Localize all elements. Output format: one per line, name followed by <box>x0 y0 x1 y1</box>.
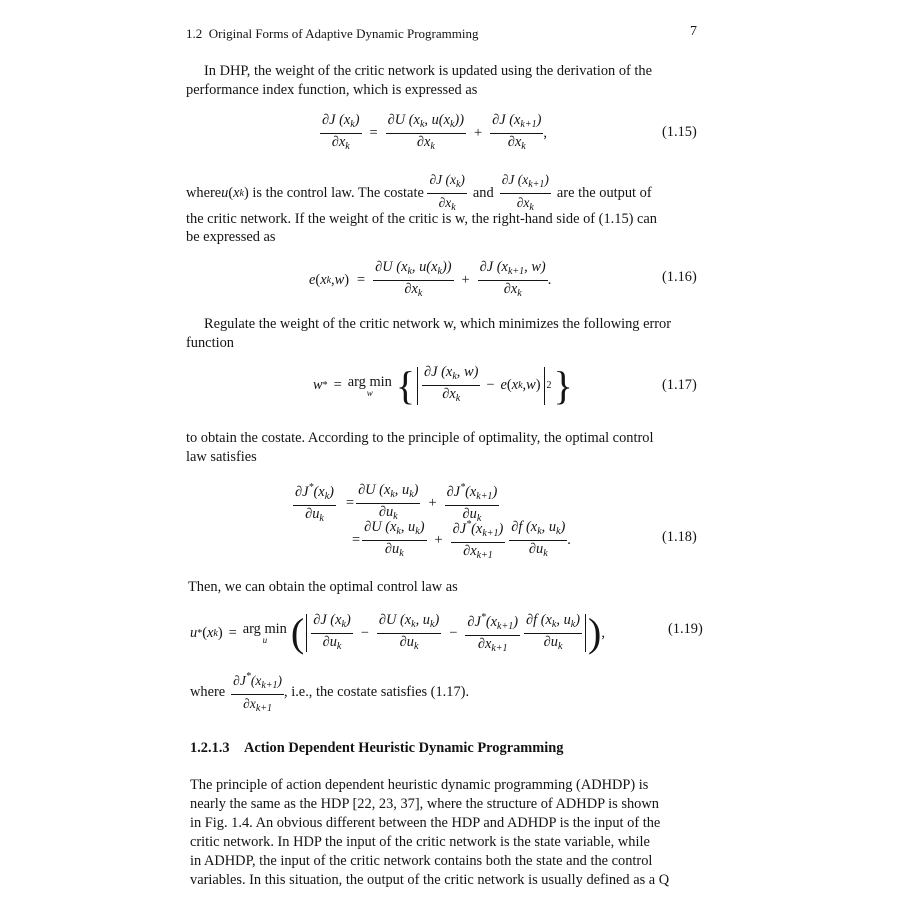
equation-1-17: w * = arg min w { ∂J ($x_k$, w) $\partial x_k$ − e ( x k , w ) 2 } <box>313 362 573 408</box>
paragraph-line: variables. In this situation, the output of the critic network is usually defined as a Q <box>190 872 670 888</box>
text-fragment: and <box>472 185 494 201</box>
paragraph-line: Then, we can obtain the optimal control law as <box>188 579 458 595</box>
paragraph-line: in Fig. 1.4. An obvious different between the HDP and ADHDP is the input of the <box>190 815 661 831</box>
paragraph-line: to obtain the costate. According to the principle of optimality, the optimal control <box>186 430 654 446</box>
section-heading <box>190 740 563 757</box>
text-fragment: where <box>190 684 226 700</box>
paragraph-line: Regulate the weight of the critic network w, which minimizes the following error <box>204 316 672 332</box>
equation-1-15: $\frac{\partial J (x_k)}{\partial x_k}$ = $\frac{\partial U (x_k, u(x_k))}{\partial x_k}$ + $\frac{\partial J (x_{k+1})}{\partial x_k}$ , <box>322 112 548 152</box>
paragraph-line: nearly the same as the HDP [22, 23, 37], where the structure of ADHDP is shown <box>190 796 659 812</box>
paragraph-line: the critic network. If the weight of the critic is w, the right-hand side of (1.15) can <box>186 211 658 227</box>
equation-1-18-line-1: $\frac{\partial J^*(x_k)}{\partial u_k}$ = $\frac{\partial U (x_k, u_k)}{\partial u_k}$ + $\frac{\partial J^*(x_{k+1})}{\partial u_k}$ <box>293 479 499 527</box>
text-fragment: are the output of <box>556 185 652 201</box>
equation-label: (1.18) <box>662 529 697 545</box>
text-fragment: where <box>186 185 222 201</box>
equation-1-16: e ( x k , w ) = $\frac{\partial U (x_k, u(x_k))}{\partial x_k}$ + $\frac{\partial J (x_{k+1}, w)}{\partial x_k}$ . <box>309 259 552 299</box>
header-title: Original Forms of Adaptive Dynamic Programming <box>208 26 479 41</box>
equation-label: (1.15) <box>662 124 697 140</box>
text-fragment: , i.e., the costate satisfies (1.17). <box>284 684 470 700</box>
section-title: Action Dependent Heuristic Dynamic Programming <box>243 740 564 756</box>
paragraph-line: be expressed as <box>186 229 276 245</box>
equation-label: (1.19) <box>668 621 703 637</box>
running-header <box>186 26 478 42</box>
paragraph-line: law satisfies <box>186 449 257 465</box>
paragraph-line: The principle of action dependent heuristic dynamic programming (ADHDP) is <box>190 777 649 793</box>
section-number: 1.2.1.3 <box>190 740 230 756</box>
text-fragment: is the control law. The costate <box>248 185 428 201</box>
paragraph-line-with-costate-ref: where $\partial J^*(x_{k+1})$ $\partial x_{k+1}$ , i.e., the costate satisfies (1.17). <box>190 668 469 717</box>
paragraph-line: critic network. In HDP the input of the critic network is the state variable, while <box>190 834 650 850</box>
equation-label: (1.17) <box>662 377 697 393</box>
paragraph-line: in ADHDP, the input of the critic network contains both the state and the control <box>190 853 653 869</box>
header-section-number: 1.2 <box>186 26 203 41</box>
paragraph-line: function <box>186 335 234 351</box>
paragraph-line: performance index function, which is expressed as <box>186 82 478 98</box>
paragraph-line-with-costate: where u ( x k ) is the control law. The costate ∂J $(x_k)$ $\partial x_k$ and ∂J $(x_{k+1})$ $\partial x_k$ are the output of <box>186 172 652 213</box>
equation-label: (1.16) <box>662 269 697 285</box>
paragraph-line: In DHP, the weight of the critic network is updated using the derivation of the <box>204 63 653 79</box>
equation-1-19: u * ( x k ) = arg min u ( ∂J $(x_k)$ $\partial u_k$ − $\frac{\partial U (x_k, u_k)}{\partial u_k}$ − $\frac{\partial J^*(x_{k+1})}{\partial x_{k+1}}$ ∂f ($x_k$, $u_k$) $\partial u_k$ ) , <box>190 610 605 655</box>
page-number: 7 <box>690 24 697 39</box>
equation-1-18-line-2: = $\frac{\partial U (x_k, u_k)}{\partial u_k}$ + $\frac{\partial J^*(x_{k+1})}{\partial x_{k+1}}$ ∂f ($x_k$, $u_k$) $\partial u_k$ . <box>352 516 571 564</box>
